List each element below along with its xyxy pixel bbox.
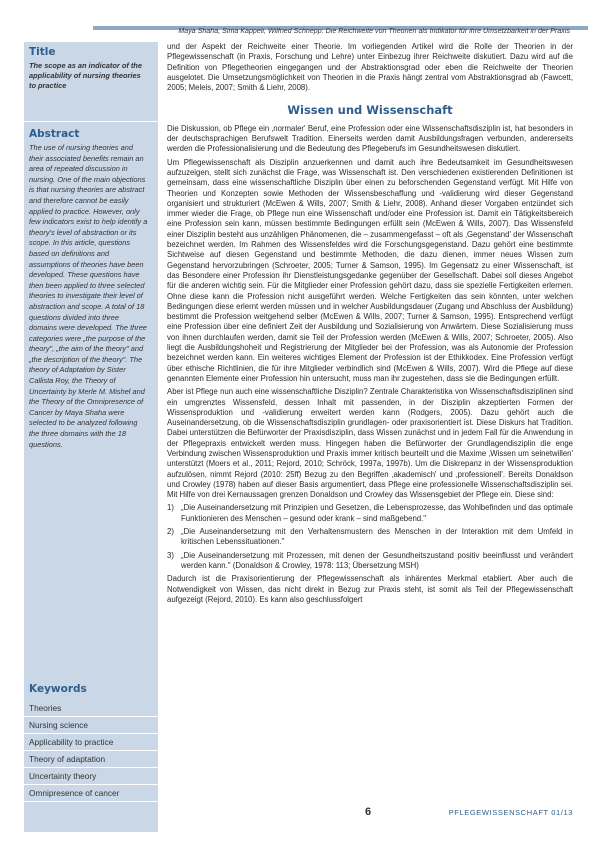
abstract-text: The use of nursing theories and their associated benefits remain an area of repeated discussion in nursing. One of the main objections is that nursing theories are abstract and therefore cannot be easily applied to practice. However, only few indicators exist to help identify a theory's level of abstraction or its scope. In this article, questions based on definitions and assumptions of theories have been developed. These questions have then been applied to three selected theories to investigate their level of abstraction and scope. A total of 18 questions divided into three domains were developed. The three categories were „the purpose of the theory", „the aim of the theory" and „the description of the theory". The theory of Adaptation by Sister Callista Roy, the Theory of Uncertainty by Merle M. Mishel and the Theory of the Omnipresence of Cancer by Maya Shaha were selected to be analyzed following the three domains with the 18 questions. [29, 143, 148, 449]
sidebar-divider [24, 121, 158, 122]
intro-paragraph: und der Aspekt der Reichweite einer Theorie. Im vorliegenden Artikel wird die Rolle der Theorien in der Pflegewissenschaft (in Praxis, Forschung und Lehre) unter Einbezug ihrer Reichweite diskutiert. Dazu wird auf die Definition von Pflegetheorien eingegangen und der Abstraktionsgrad oder eben die Reichweite der Theorien ausgelotet. Die Umsetzungsmöglichkeit von Theorien in die Praxis hängt zentral vom Abstraktionsgrad ab (Fawcett, 2005; Meleis, 2007; Smith & Liehr, 2008). [167, 42, 573, 93]
quote-text: „Die Auseinandersetzung mit Prinzipien und Gesetzen, die Lebensprozesse, das Wohlbefinden und das optimale Funktionieren des Menschen – gesund oder krank – sind maßgebend." [181, 503, 573, 523]
keyword-item: Uncertainty theory [24, 768, 158, 785]
keyword-item: Applicability to practice [24, 734, 158, 751]
english-title: The scope as an indicator of the applicability of nursing theories to practice [29, 61, 142, 90]
page-number: 6 [365, 806, 372, 818]
keywords-block [24, 683, 158, 802]
keywords-list [24, 700, 158, 802]
quote-list [167, 503, 573, 571]
abstract-block [24, 128, 158, 450]
main-column [167, 42, 573, 608]
keyword-item: Nursing science [24, 717, 158, 734]
body-paragraph: Die Diskussion, ob Pflege ein ‚normaler' Beruf, eine Profession oder eine Wissenschaftsdisziplin ist, hat besonders in der deutschsprachigen Berufswelt Tradition. Einerseits werden damit Ausbildungsfragen verbunden, andererseits werden die Professionalisierung und die Bedeutung des Pflegeberufs im Gesundheitswesen diskutiert. [167, 123, 573, 154]
running-title: Maya Shaha, Sima Kappeli, Wilfried Schnepp: Die Reichweite von Theorien als Indikator für ihre Umsetzbarkeit in der Praxis [178, 28, 570, 35]
body-paragraph: Aber ist Pflege nun auch eine wissenschaftliche Disziplin? Zentrale Charakteristika von Wissenschaftsdisziplinen sind ein umgrenztes Wissensfeld, dessen Inhalt mit passenden, in der Disziplin akzeptierten Formen der Wissensproduktion und -validierung erweitert werden kann (Rodgers, 2005). Dazu gehört auch die Auseinandersetzung, ob die Wissenschaftsdisziplin grundlagen- oder praxisorientiert ist. Diese Diskurs hat Tradition. Dabei unterstützen die Befürworter der Praxisdisziplin, dass Wissen zunächst und in jedem Fall für die Anwendung in der Pflegepraxis entwickelt werden muss. Hingegen haben die Befürworter der Grundlagendisziplin die enge Verbindung zwischen Wissensproduktion und Praxis immer kritisch beurteilt und die Maxime ‚Wissen um seinetwillen' unterstützt (Moers et al., 2011; Rejord, 2010; Schröck, 1997a, 1997b). Um die Diskrepanz in der Wissensproduktion aufzulösen, nimmt Rejord (2010: 25ff) Bezug zu den Begriffen ‚akademisch' und ‚professionell'. Bereits Donaldson und Crowley (1978) haben auf dieser Basis argumentiert, dass Pflege eine professionelle Wissenschaftsdisziplin sei. Mit Hilfe von drei Kernaussagen grenzen Donaldson und Crowley das Wissensgebiet der Pflege ein. Diese sind: [167, 387, 573, 500]
keyword-item: Omnipresence of cancer [24, 785, 158, 802]
page-footer [167, 806, 573, 822]
sidebar [24, 42, 158, 832]
quote-item [167, 527, 573, 548]
abstract-heading: Abstract [29, 128, 80, 140]
quote-text: „Die Auseinandersetzung mit Prozessen, mit denen der Gesundheitszustand positiv beeinflusst und verändert werden kann." (Donaldson & Crowley, 1978: 113; Übersetzung MSH) [181, 550, 573, 570]
quote-item [167, 551, 573, 572]
keyword-item: Theories [24, 700, 158, 717]
quote-number: 1) [167, 503, 174, 513]
title-block [24, 46, 158, 91]
keywords-heading: Keywords [29, 683, 87, 695]
quote-text: „Die Auseinandersetzung mit den Verhaltensmustern des Menschen in der Interaktion mit dem Umfeld in kritischen Lebenssituationen." [181, 527, 573, 547]
section-heading: Wissen und Wissenschaft [287, 103, 453, 118]
quote-number: 2) [167, 527, 174, 537]
page-header [0, 0, 595, 34]
journal-name: PFLEGEWISSENSCHAFT 01/13 [448, 808, 573, 817]
quote-number: 3) [167, 550, 174, 560]
keyword-item: Theory of adaptation [24, 751, 158, 768]
title-heading: Title [29, 46, 56, 58]
closing-paragraph: Dadurch ist die Praxisorientierung der Pflegewissenschaft als inhärentes Merkmal etabliert. Aber auch die Notwendigkeit von Wissen, das nicht direkt in Bezug zur Praxis steht, ist somit als Teil der Pflegewissenschaft aufgezeigt (Rejord, 2010). Es kann also geschlussfolgert [167, 574, 573, 604]
quote-item [167, 503, 573, 524]
body-paragraph: Um Pflegewissenschaft als Disziplin anzuerkennen und damit auch ihre Bedeutsamkeit im Gesundheitswesen aufzuzeigen, stellt sich zunächst die Frage, was Wissenschaft ist. Den verschiedenen existierenden Definitionen ist gemeinsam, dass eine wissenschaftliche Disziplin über einen zu beforschenden Gegenstand verfügt. Mit Hilfe von Theorien und Konzepten sowie Methoden der Wissensbeschaffung und -validierung wird dieser Gegenstand organisiert und strukturiert (McEwen & Wills, 2007; Smith & Liehr, 2008). Anhand dieser Vorgaben entzündet sich immer wieder die Frage, ob Pflege nun eine Wissenschaft und/oder eine Profession ist. Damit ein Tätigkeitsbereich eine Profession sein kann, müssen bestimmte Bedingungen erfüllt sein (McEwen & Wills, 2007). Das Wissensfeld einer Disziplin besteht aus unzähligen Phänomenen, die – zusammengefasst – oft als ‚Gegenstand' der Wissenschaft bezeichnet werden. Im Rahmen des Wissensfeldes wird die Forschungsgegenstand. Dazu gehört eine bestimmte Sichtweise auf diesen Gegenstand und bestimmte Methoden, die dazu dienen, immer neues Wissen zum Gegenstand hervorzubringen (Schroeter, 2005; Turner & Samson, 1995). Im Gegensatz zu einer Wissenschaft, ist das Besondere einer Profession ihr Dienstleistungsgedanke gegenüber der Gesellschaft. Dabei soll dieses Angebot für die anderen wichtig sein. Für die Mitglieder einer Profession gehört dazu, dass sie spezielle Fertigkeiten erlernen. Ohne diese kann die Profession nicht ausgeführt werden. Welche Fertigkeiten das sein könnten, unter welchen Bedingungen diese erlernt werden müssen und in welcher Ausbildungsdauer (Zugang und Abschluss der Ausbildung) bestimmt die Profession weitgehend selber (McEwen & Wills, 2007; Turner & Samson, 1995). Entsprechend verfügt eine Profession über eine definiert Zeit der Ausbildung und Sozialisierung von Anwärtern. Diese Sozialisierung muss von ihnen durchlaufen werden, damit sie Teil der Profession werden (McEwen & Wills, 2007; Schroeter, 2005). Also liegt die Ausbildungshoheit und Registrierung der Mitglieder bei der Profession, was als Autonomie der Profession bezeichnet werden kann. Ein weiteres wichtiges Element der Profession ist der Ethikkodex. Eine Profession verfügt über ethische Richtlinien, die für ihre Mitglieder verbindlich sind (McEwen & Wills, 2007). Wird die Pflege auf diese genannten Elemente einer Profession hin untersucht, muss man ihr zugestehen, dass sie die Bedingungen erfüllt. [167, 157, 573, 383]
